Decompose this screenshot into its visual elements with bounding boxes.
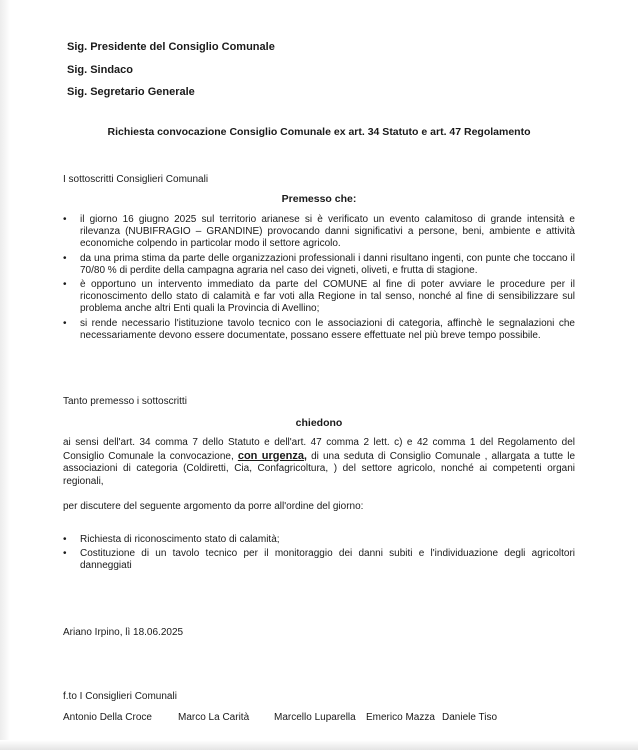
bullet-icon: • xyxy=(63,548,67,560)
chiedono-heading: chiedono xyxy=(295,417,343,429)
addressee-mayor: Sig. Sindaco xyxy=(67,64,134,76)
page-left-edge xyxy=(0,0,10,750)
list-item: • è opportuno un intervento immediato da parte del COMUNE al fine di poter avviare le procedure per il riconoscimento dello stato di calamità e far voti alla Regione in tal senso, nonché al fine di sensibilizzare sul problema anche altri Enti quali la Provincia di Avellino; xyxy=(63,279,575,315)
place-date: Ariano Irpino, lì 18.06.2025 xyxy=(63,627,184,638)
signoff-line: f.to I Consiglieri Comunali xyxy=(63,691,177,702)
signatory-name: Emerico Mazza xyxy=(366,712,435,723)
page-bottom-edge xyxy=(0,740,638,750)
list-item: • si rende necessario l'istituzione tavolo tecnico con le associazioni di categoria, affinchè le segnalazioni che necessariamente devono essere documentate, possano essere effettuate nel più breve tempo possibile. xyxy=(63,317,575,341)
bullet-icon: • xyxy=(63,534,67,545)
intro-text: I sottoscritti Consiglieri Comunali xyxy=(63,174,209,185)
signatory-name: Antonio Della Croce xyxy=(63,712,152,723)
bullet-icon: • xyxy=(63,252,67,264)
signatory-name: Daniele Tiso xyxy=(442,712,498,723)
list-item: • Richiesta di riconoscimento stato di calamità; xyxy=(63,534,280,545)
agenda-list xyxy=(63,534,575,575)
agenda-intro: per discutere del seguente argomento da porre all'ordine del giorno: xyxy=(63,501,364,512)
tanto-premesso-text: Tanto premesso i sottoscritti xyxy=(63,396,187,407)
urgency-emphasis: con urgenza, xyxy=(237,449,307,462)
premesso-list xyxy=(63,214,575,344)
addressee-secretary: Sig. Segretario Generale xyxy=(67,86,195,98)
bullet-icon: • xyxy=(63,214,67,225)
premesso-heading: Premesso che: xyxy=(281,193,357,205)
list-item: • da una prima stima da parte delle organizzazioni professionali i danni risultano ingenti, con punte che toccano il 70/80 % di perdite della campagna agraria nel caso dei vigneti, oliveti, e frutta di stagione. xyxy=(63,252,575,276)
bullet-icon: • xyxy=(63,317,67,329)
list-item: • il giorno 16 giugno 2025 sul territorio arianese si è verificato un evento calamitoso di grande intensità e rilevanza (NUBIFRAGIO – GRANDINE) provocando danni significativi a persone, beni, ambiente e attività economiche colpendo in particolar modo il settore agricolo. xyxy=(63,214,575,250)
document-subject: Richiesta convocazione Consiglio Comunale ex art. 34 Statuto e art. 47 Regolamento xyxy=(107,126,531,138)
bullet-icon: • xyxy=(63,279,67,291)
request-paragraph: ai sensi dell'art. 34 comma 7 dello Statuto e dell'art. 47 comma 2 lett. c) e 42 comma 1 del Regolamento del Consiglio Comunale la convocazione, con urgenza, di una seduta di Consiglio Comunale , allargata a tutte le associazioni di categoria (Coldiretti, Cia, Confagricoltura, ) del settore agricolo, nonché ai competenti organi regionali, xyxy=(63,437,576,487)
signatory-name: Marco La Carità xyxy=(178,712,250,723)
addressee-president: Sig. Presidente del Consiglio Comunale xyxy=(67,41,275,53)
signatory-name: Marcello Luparella xyxy=(274,712,356,723)
list-item: • Costituzione di un tavolo tecnico per il monitoraggio dei danni subiti e l'individuazione degli agricoltori danneggiati xyxy=(63,548,575,572)
